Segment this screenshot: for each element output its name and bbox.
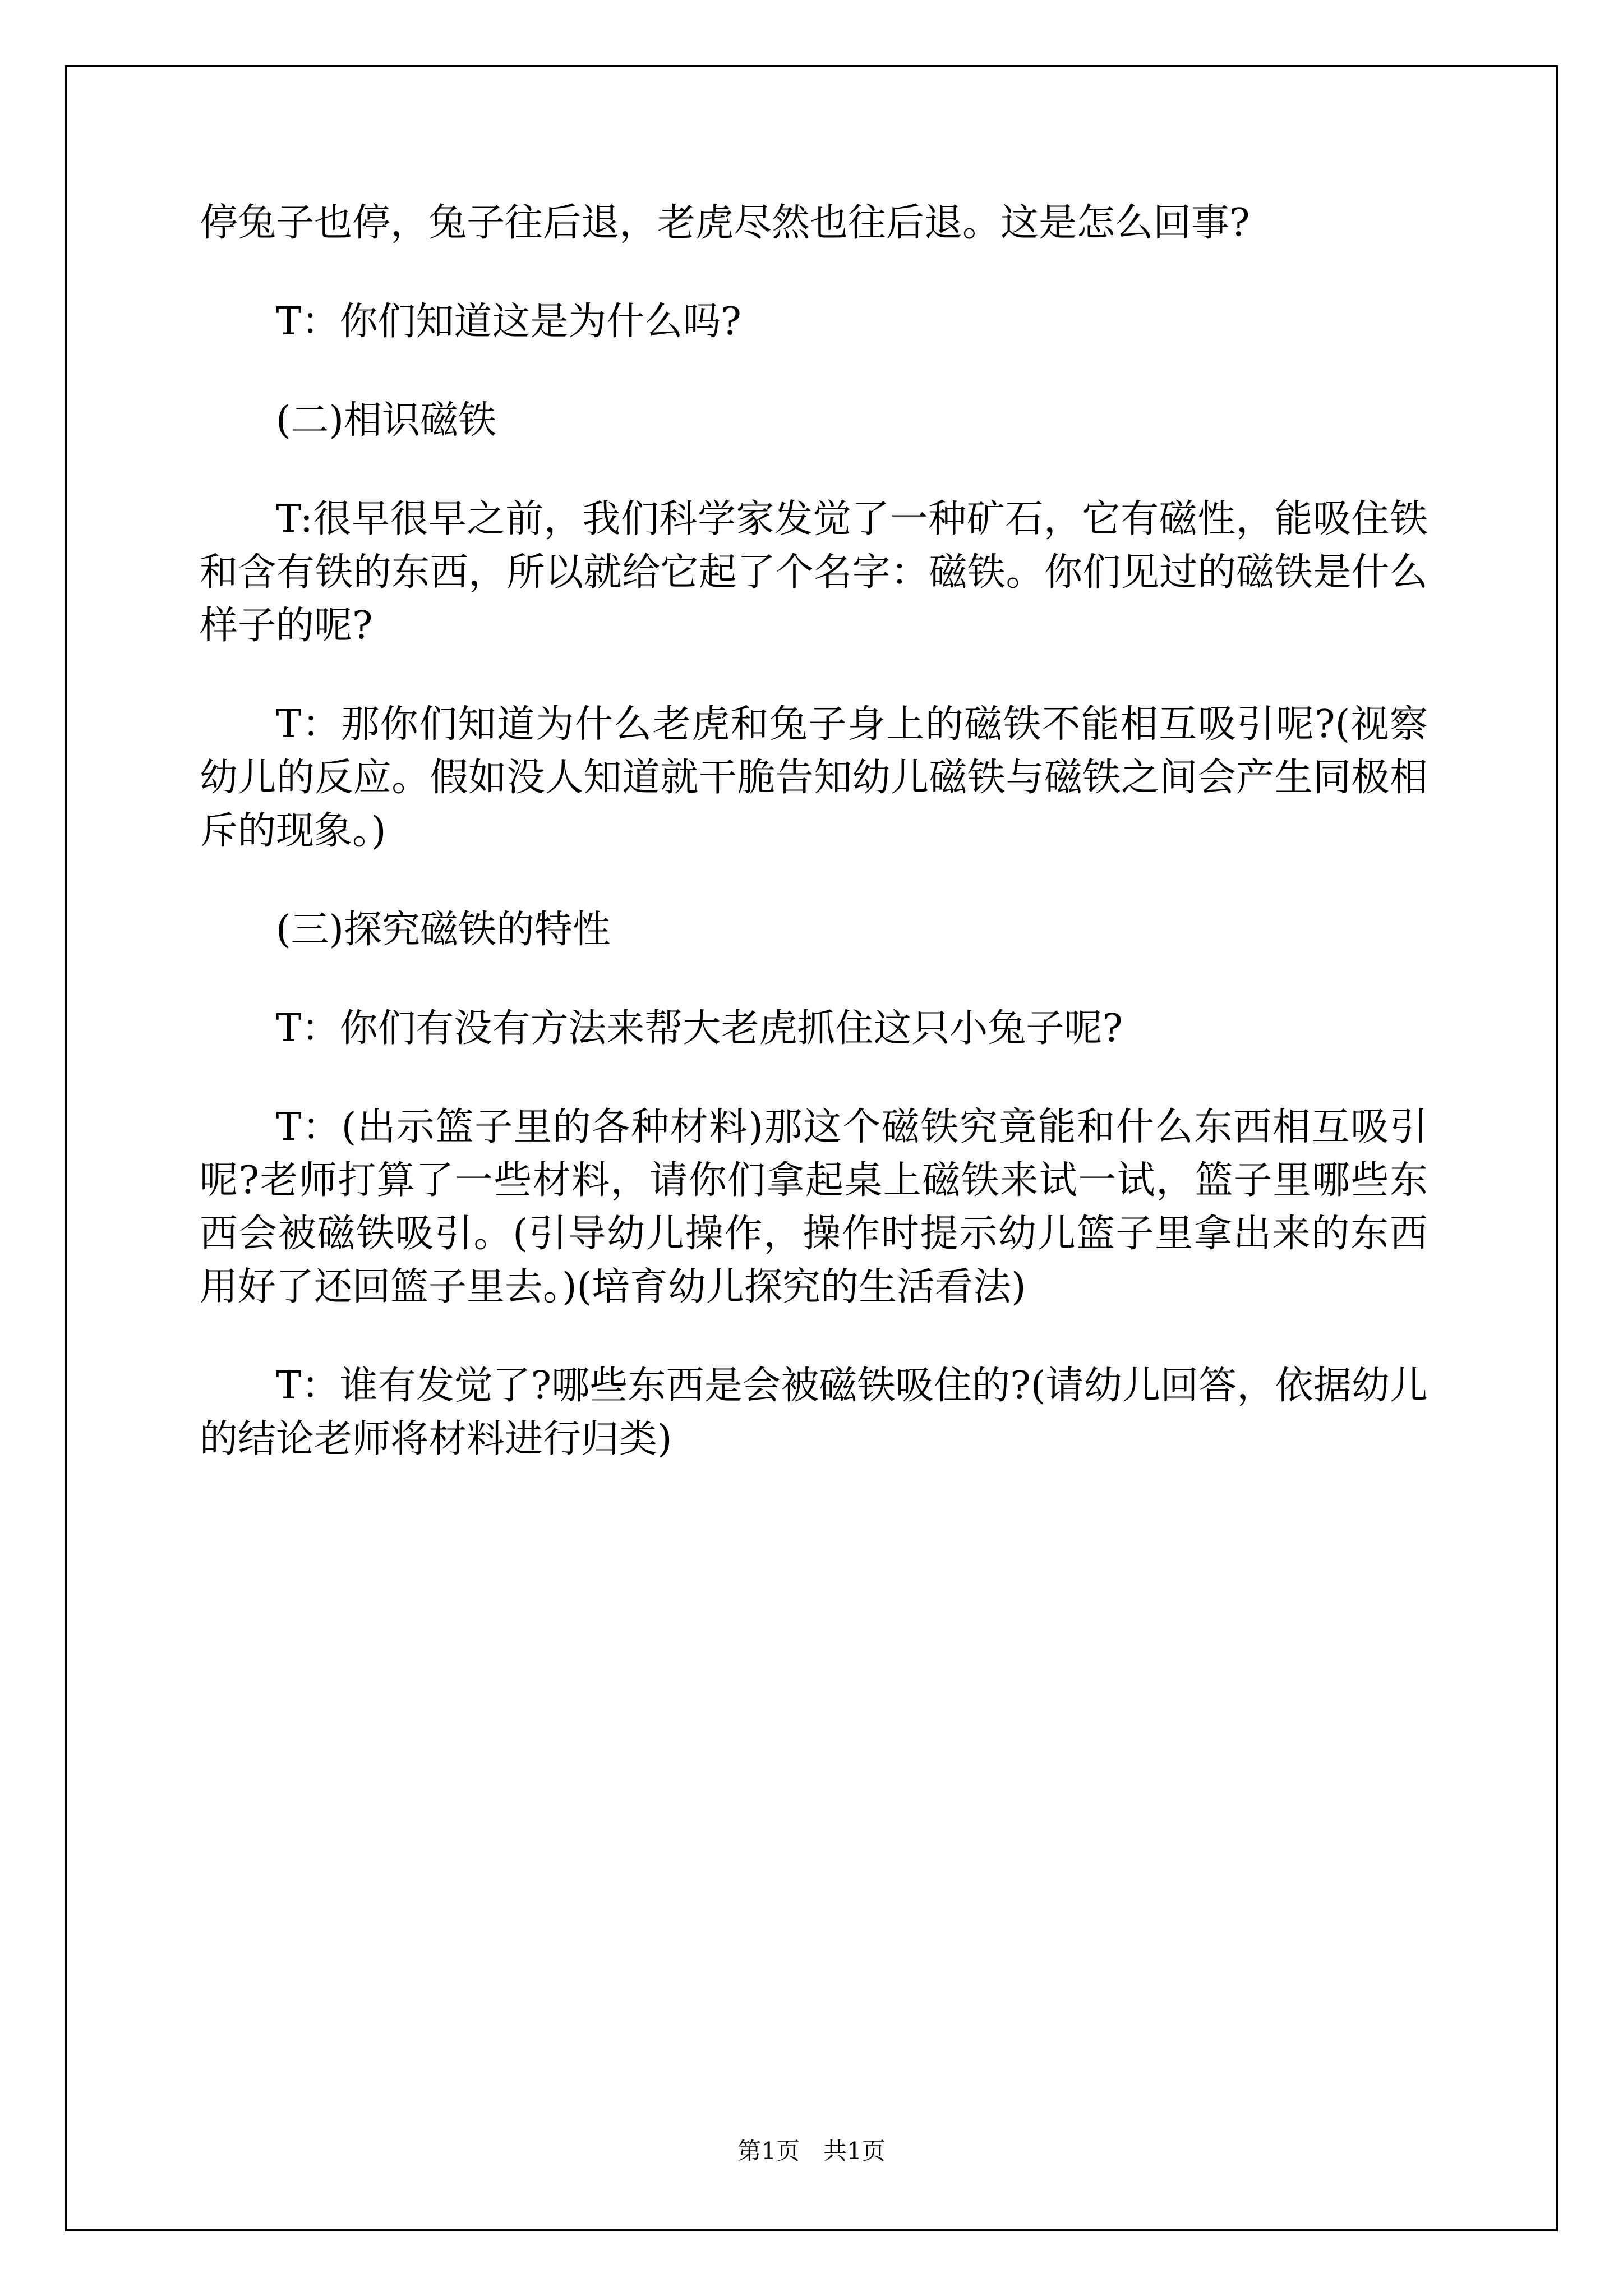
paragraph-1: 停兔子也停，兔子往后退，老虎尽然也往后退。这是怎么回事? <box>200 201 1250 245</box>
paragraph-9: T：谁有发觉了?哪些东西是会被磁铁吸住的?(请幼儿回答，依据幼儿的结论老师将材料进行归类) <box>200 1364 1428 1461</box>
paragraph-8: T：(出示篮子里的各种材料)那这个磁铁究竟能和什么东西相互吸引呢?老师打算了一些材料，请你们拿起桌上磁铁来试一试，篮子里哪些东西会被磁铁吸引。(引导幼儿操作，操作时提示幼儿篮子里拿出来的东西用好了还回篮子里去。)(培育幼儿探究的生活看法) <box>200 1105 1428 1309</box>
paragraph-7: T：你们有没有方法来帮大老虎抓住这只小兔子呢? <box>276 1006 1123 1051</box>
section-heading-2: (二)相识磁铁 <box>276 398 497 443</box>
document-body <box>200 196 1428 1466</box>
page-footer: 第1页 共1页 <box>737 2137 886 2165</box>
paragraph-2: T：你们知道这是为什么吗? <box>276 300 741 344</box>
paragraph-4: T:很早很早之前，我们科学家发觉了一种矿石，它有磁性，能吸住铁和含有铁的东西，所以就给它起了个名字：磁铁。你们见过的磁铁是什么样子的呢? <box>200 497 1428 648</box>
section-heading-3: (三)探究磁铁的特性 <box>276 908 611 952</box>
paragraph-5: T：那你们知道为什么老虎和兔子身上的磁铁不能相互吸引呢?(视察幼儿的反应。假如没人知道就干脆告知幼儿磁铁与磁铁之间会产生同极相斥的现象。) <box>200 702 1428 853</box>
